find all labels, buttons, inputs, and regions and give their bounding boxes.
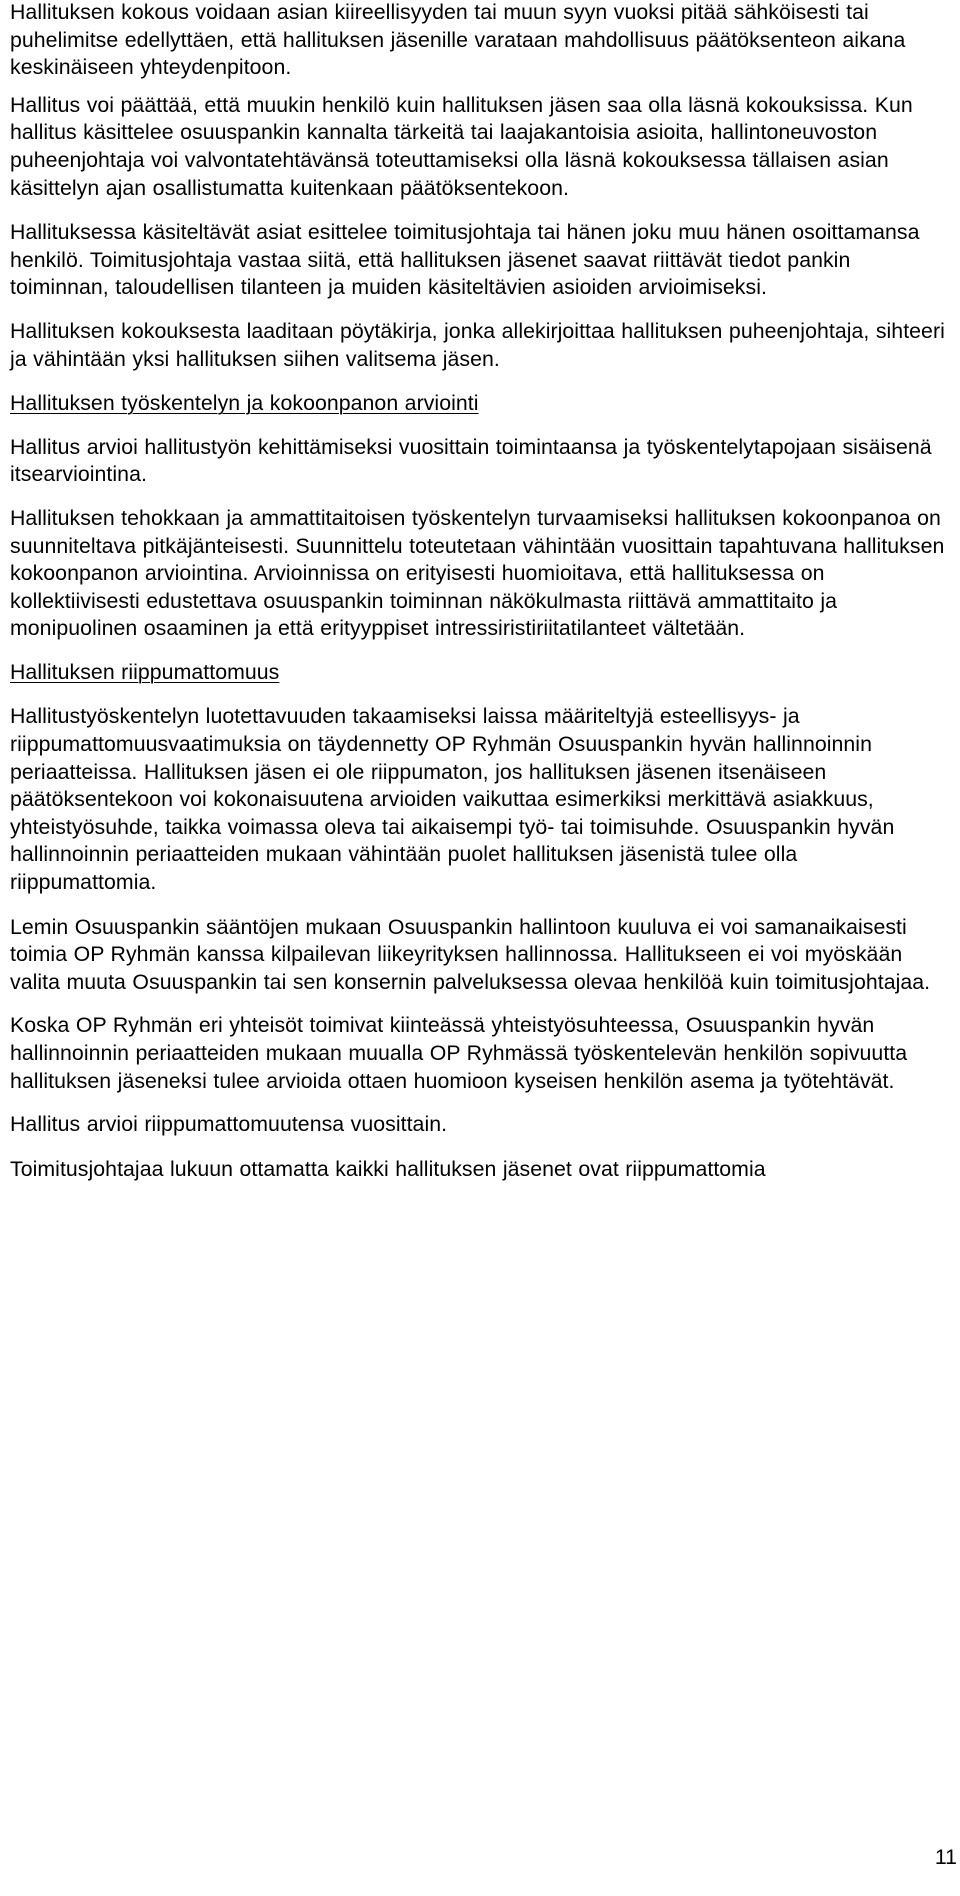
paragraph-attendance: Hallitus voi päättää, että muukin henkilö kuin hallituksen jäsen saa olla läsnä kokouksissa. Kun hallitus käsittelee osuuspankin kannalta tärkeitä tai laajakantoisia asioita, hallintoneuvoston puheenjohtaja voi valvontatehtävänsä toteuttamiseksi olla läsnä kokouksessa tällaisen asian käsittelyn ajan osallistumatta kuitenkaan päätöksentekoon.: [10, 92, 913, 200]
document-page: [10, 0, 945, 1183]
paragraph-independent-members: Toimitusjohtajaa lukuun ottamatta kaikki hallituksen jäsenet ovat riippumattomia: [10, 1156, 766, 1181]
paragraph-self-evaluation: Hallitus arvioi hallitustyön kehittämiseksi vuosittain toimintaansa ja työskentelytapojaan sisäisenä itsearviointina.: [10, 434, 932, 487]
paragraph-composition: Hallituksen tehokkaan ja ammattitaitoisen työskentelyn turvaamiseksi hallituksen kokoonpanoa on suunniteltava pitkäjänteisesti. Suunnittelu toteutetaan vähintään vuosittain tapahtuvana hallituksen kokoonpanon arviointina. Arvioinnissa on erityisesti huomioitava, että hallituksessa on kollektiivisesti edustettava osuuspankin toiminnan näkökulmasta riittävä ammattitaito ja monipuolinen osaaminen ja että erityyppiset intressiristiriitatilanteet vältetään.: [10, 505, 945, 641]
page-number: [0, 1844, 960, 1872]
paragraph-independence-requirements: Hallitustyöskentelyn luotettavuuden takaamiseksi laissa määriteltyjä esteellisyys- ja riippumattomuusvaatimuksia on täydennetty OP Ryhmän Osuuspankin hyvän hallinnoinnin periaatteissa. Hallituksen jäsen ei ole riippumaton, jos hallituksen jäsenen itsenäiseen päätöksentekoon voi kokonaisuutena arvioiden vaikuttaa esimerkiksi merkittävä asiakkuus, yhteistyösuhde, taikka voimassa oleva tai aikaisempi työ- tai toimisuhde. Osuuspankin hyvän hallinnoinnin periaatteiden mukaan vähintään puolet hallituksen jäsenistä tulee olla riippumattomia.: [10, 704, 895, 895]
page-number-label: 11: [934, 1845, 957, 1869]
paragraph-annual-assessment: Hallitus arvioi riippumattomuutensa vuosittain.: [10, 1112, 448, 1137]
paragraph-minutes: Hallituksen kokouksesta laaditaan pöytäkirja, jonka allekirjoittaa hallituksen puheenjohtaja, sihteeri ja vähintään yksi hallituksen siihen valitsema jäsen.: [10, 318, 945, 371]
paragraph-group-cooperation: Koska OP Ryhmän eri yhteisöt toimivat kiinteässä yhteistyösuhteessa, Osuuspankin hyvän hallinnoinnin periaatteiden mukaan muualla OP Ryhmässä työskentelevän henkilön sopivuutta hallituksen jäseneksi tulee arvioida ottaen huomioon kyseisen henkilön asema ja työtehtävät.: [10, 1013, 908, 1093]
section-heading-independence: Hallituksen riippumattomuus: [10, 659, 280, 684]
paragraph-meeting-electronic: Hallituksen kokous voidaan asian kiireellisyyden tai muun syyn vuoksi pitää sähköisesti tai puhelimitse edellyttäen, että hallituksen jäsenille varataan mahdollisuus päätöksenteon aikana keskinäiseen yhteydenpitoon.: [10, 0, 906, 80]
section-heading-evaluation: Hallituksen työskentelyn ja kokoonpanon arviointi: [10, 391, 479, 416]
paragraph-presentation: Hallituksessa käsiteltävät asiat esittelee toimitusjohtaja tai hänen joku muu hänen osoittamansa henkilö. Toimitusjohtaja vastaa siitä, että hallituksen jäsenet saavat riittävät tiedot pankin toiminnan, taloudellisen tilanteen ja muiden käsiteltävien asioiden arvioimiseksi.: [10, 220, 920, 300]
paragraph-bylaws: Lemin Osuuspankin sääntöjen mukaan Osuuspankin hallintoon kuuluva ei voi samanaikaisesti toimia OP Ryhmän kanssa kilpailevan liikeyrityksen hallinnossa. Hallitukseen ei voi myöskään valita muuta Osuuspankin tai sen konsernin palveluksessa olevaa henkilöä kuin toimitusjohtajaa.: [10, 914, 931, 994]
